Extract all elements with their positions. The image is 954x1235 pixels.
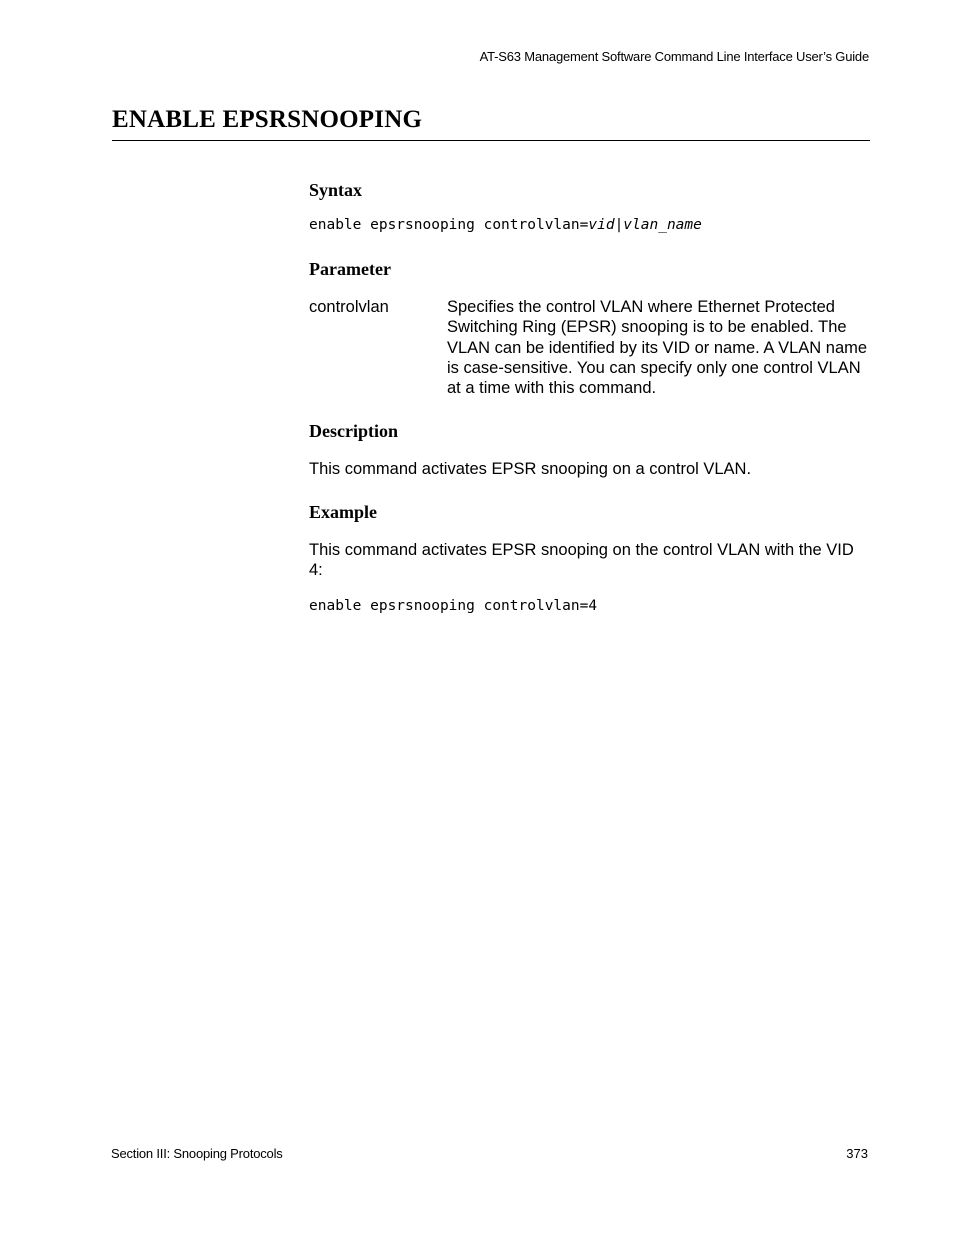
example-command: enable epsrsnooping controlvlan=4 <box>309 598 598 614</box>
footer-section: Section III: Snooping Protocols <box>111 1146 283 1161</box>
parameter-heading: Parameter <box>309 259 391 279</box>
syntax-var-vid: vid <box>588 217 615 233</box>
page-title: ENABLE EPSRSNOOPING <box>112 106 423 133</box>
example-text: This command activates EPSR snooping on the control VLAN with the VID 4: <box>309 541 854 580</box>
description-heading: Description <box>309 421 398 441</box>
syntax-heading: Syntax <box>309 180 363 200</box>
parameter-name: controlvlan <box>309 298 389 316</box>
syntax-command-text: enable epsrsnooping controlvlan= <box>309 217 589 233</box>
footer-page-number: 373 <box>846 1146 868 1161</box>
description-text: This command activates EPSR snooping on a control VLAN. <box>309 460 752 478</box>
example-heading: Example <box>309 502 378 522</box>
running-header: AT-S63 Management Software Command Line Interface User’s Guide <box>479 49 869 64</box>
syntax-var-vlan-name: vlan_name <box>623 217 702 233</box>
parameter-description: Specifies the control VLAN where Ethernet Protected Switching Ring (EPSR) snooping is to be enabled. The VLAN can be identified by its VID or name. A VLAN name is case-sensitive. You can specify only one control VLAN at a time with this command. <box>447 298 868 398</box>
syntax-separator: | <box>614 217 624 233</box>
syntax-command <box>309 217 702 233</box>
title-rule <box>112 140 870 141</box>
